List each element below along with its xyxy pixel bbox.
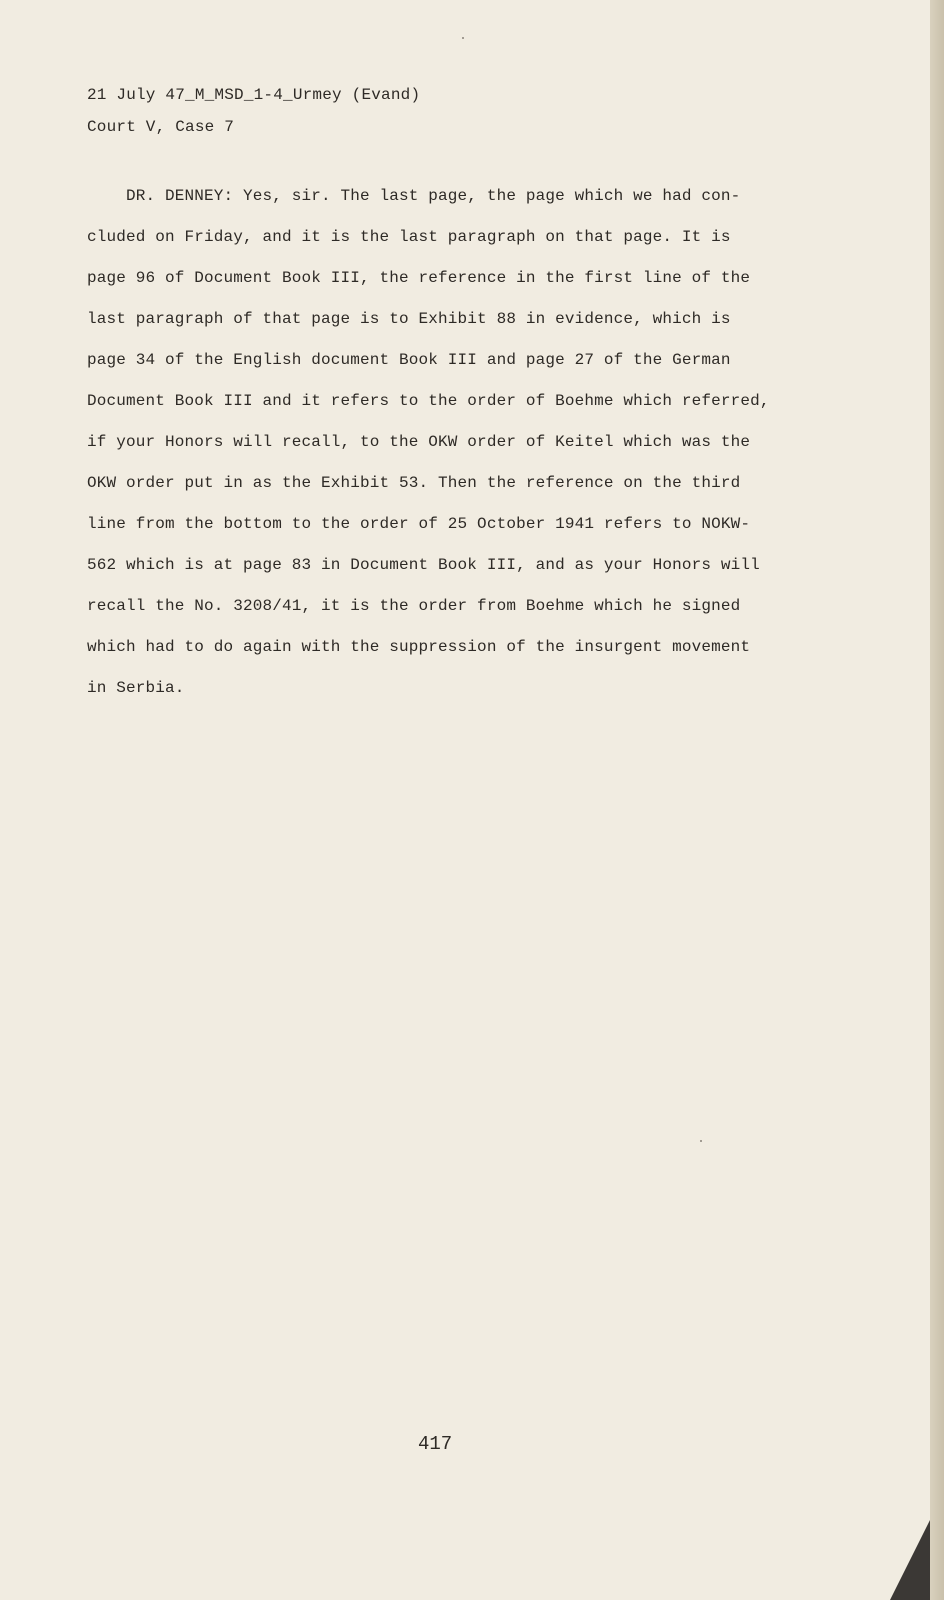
header-case-reference: 21 July 47_M_MSD_1-4_Urmey (Evand) (87, 86, 421, 104)
page-edge (930, 0, 944, 1600)
body-line: page 96 of Document Book III, the reference in the first line of the (87, 269, 751, 287)
body-line: last paragraph of that page is to Exhibit 88 in evidence, which is (87, 310, 731, 328)
corner-fold (890, 1520, 930, 1600)
body-line: recall the No. 3208/41, it is the order from Boehme which he signed (87, 597, 741, 615)
body-line: 562 which is at page 83 in Document Book III, and as your Honors will (87, 556, 760, 574)
header-court: Court V, Case 7 (87, 118, 235, 136)
body-line: Document Book III and it refers to the order of Boehme which referred, (87, 392, 770, 410)
body-line: in Serbia. (87, 679, 185, 697)
paper-speck (700, 1140, 702, 1142)
body-line: cluded on Friday, and it is the last paragraph on that page. It is (87, 228, 731, 246)
body-line: line from the bottom to the order of 25 October 1941 refers to NOKW- (87, 515, 751, 533)
body-line: page 34 of the English document Book III and page 27 of the German (87, 351, 731, 369)
page-number: 417 (418, 1433, 453, 1455)
body-line: if your Honors will recall, to the OKW order of Keitel which was the (87, 433, 751, 451)
body-line: OKW order put in as the Exhibit 53. Then the reference on the third (87, 474, 741, 492)
paper-speck (462, 37, 464, 39)
body-line: DR. DENNEY: Yes, sir. The last page, the page which we had con- (87, 187, 741, 205)
body-line: which had to do again with the suppression of the insurgent movement (87, 638, 751, 656)
